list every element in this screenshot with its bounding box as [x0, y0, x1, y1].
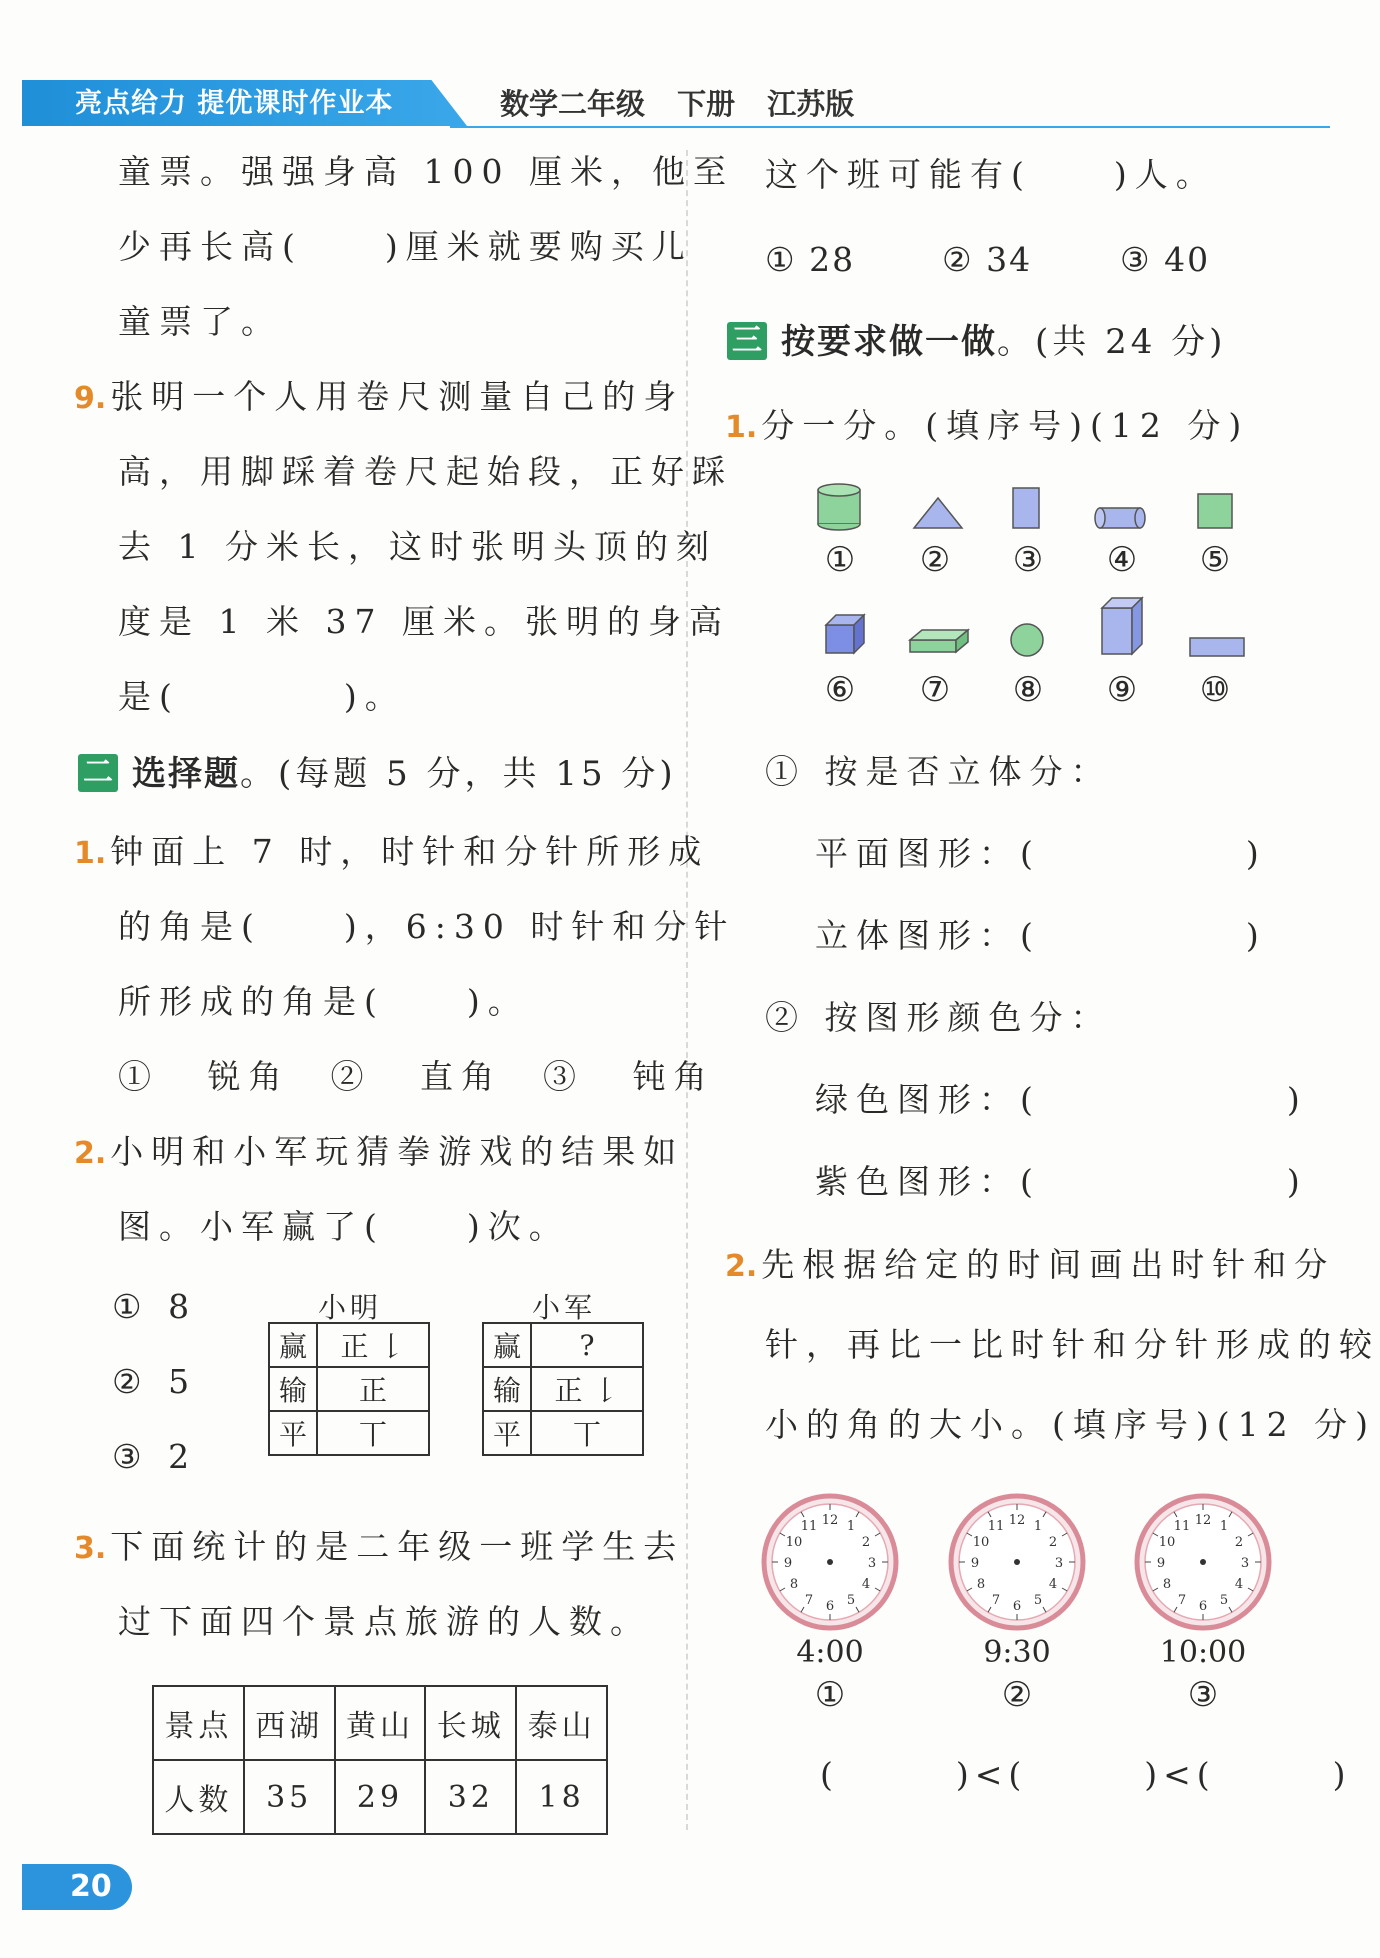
text-line: 所形成的角是( )。 [118, 982, 529, 1021]
option: ① 8 [112, 1287, 198, 1326]
table-cell: 32 [425, 1760, 516, 1834]
clock-label: ① [814, 1675, 846, 1715]
table-cell: 丅 [531, 1411, 643, 1455]
shape-label: ⑩ [1199, 670, 1231, 710]
option: ① 28 [765, 240, 856, 279]
clock-face-1 [764, 1496, 896, 1628]
table-row [269, 1411, 429, 1455]
shape-label: ③ [1012, 540, 1044, 580]
question-number: 1. [725, 410, 758, 445]
table-row [483, 1411, 643, 1455]
shape-label: ② [919, 540, 951, 580]
text-line: 童票。强强身高 100 厘米，他至 [118, 152, 734, 191]
text-line: 童票了。 [118, 302, 282, 341]
table-cell: 平 [269, 1411, 317, 1455]
table-cell: ? [531, 1323, 643, 1367]
clock-label: ③ [1187, 1675, 1219, 1715]
text-line: 针，再比一比时针和分针形成的较 [765, 1325, 1380, 1364]
cuboid-shape [910, 630, 968, 652]
stats-table [152, 1685, 608, 1835]
question-text: 分一分。(填序号)(12 分) [761, 406, 1250, 445]
table-cell: 35 [244, 1760, 335, 1834]
table-cell: 输 [483, 1367, 531, 1411]
question-text: 小明和小军玩猜拳游戏的结果如 [110, 1132, 685, 1171]
table-cell: 人数 [153, 1760, 244, 1834]
table-cell: 正 𠄌 [317, 1323, 429, 1367]
shape-label: ⑨ [1106, 670, 1138, 710]
text-line: 小的角的大小。(填序号)(12 分) [765, 1405, 1376, 1444]
cylinder-shape [818, 484, 860, 530]
table-cell: 赢 [483, 1323, 531, 1367]
option: ③ 2 [112, 1437, 198, 1476]
part-2 [725, 1245, 1335, 1287]
table-row [269, 1323, 429, 1367]
answer-line-purple: 紫色图形：( ) [815, 1162, 1308, 1201]
option: ② 5 [112, 1362, 198, 1401]
option: ③ 40 [1120, 240, 1211, 279]
cube-shape [826, 615, 864, 653]
shape-label: ⑦ [919, 670, 951, 710]
shape-label: ⑥ [824, 670, 856, 710]
text-line: 图。小军赢了( )次。 [118, 1207, 570, 1246]
tally-table-xiaoming [268, 1322, 430, 1456]
text-line: 过下面四个景点旅游的人数。 [118, 1602, 651, 1641]
triangle-shape [914, 498, 962, 528]
answer-line-green: 绿色图形：( ) [815, 1080, 1308, 1119]
question-number: 2. [725, 1249, 758, 1284]
shape-label: ① [824, 540, 856, 580]
options-line: ① 锐角 ② 直角 ③ 钝角 [118, 1057, 715, 1096]
shape-label: ⑧ [1012, 670, 1044, 710]
clock-face-2 [951, 1496, 1083, 1628]
shape-label: ④ [1106, 540, 1138, 580]
clock-time: 9:30 [983, 1635, 1051, 1670]
question-text: 钟面上 7 时，时针和分针所形成 [110, 832, 710, 871]
table-cell: 正 𠄌 [531, 1367, 643, 1411]
table-label-xiaojun: 小军 [532, 1291, 597, 1324]
text-line: 少再长高( )厘米就要购买儿 [118, 227, 693, 266]
option: ② 34 [942, 240, 1033, 279]
table-cell: 平 [483, 1411, 531, 1455]
question-number: 2. [74, 1136, 107, 1171]
answer-blank-line: 是( )。 [118, 677, 406, 716]
book-subtitle: 数学二年级 下册 江苏版 [500, 87, 855, 121]
part-1 [725, 406, 1249, 448]
table-cell: 黄山 [335, 1686, 426, 1760]
table-cell: 29 [335, 1760, 426, 1834]
question-number: 3. [74, 1531, 107, 1566]
table-header-row [153, 1686, 607, 1760]
clock-time: 4:00 [796, 1635, 864, 1670]
clock-label: ② [1001, 1675, 1033, 1715]
question-2 [74, 1132, 684, 1174]
table-cell: 丅 [317, 1411, 429, 1455]
question-9 [74, 377, 684, 419]
table-row [269, 1367, 429, 1411]
table-row [153, 1760, 607, 1834]
clocks-figure: 12 12 3 678 91011 [755, 1488, 1295, 1638]
page-number: 20 [22, 1864, 132, 1910]
question-1 [74, 832, 709, 874]
table-cell: 输 [269, 1367, 317, 1411]
table-cell: 泰山 [516, 1686, 607, 1760]
table-cell: 赢 [269, 1323, 317, 1367]
column-divider [686, 150, 688, 1830]
section-icon: 二 [78, 754, 118, 792]
table-cell: 长城 [425, 1686, 516, 1760]
series-title: 亮点给力 提优课时作业本 [75, 88, 394, 119]
question-text: 先根据给定的时间画出时针和分 [761, 1245, 1336, 1284]
section-note: 。(每题 5 分，共 15 分) [240, 754, 677, 794]
header-rule [450, 126, 1330, 128]
rectangle-shape [1013, 488, 1039, 528]
text-line: 高，用脚踩着卷尺起始段，正好踩 [118, 452, 733, 491]
section-2-heading [78, 752, 677, 796]
question-3 [74, 1527, 684, 1569]
section-title: 按要求做一做 [781, 322, 997, 362]
tall-cuboid-shape [1102, 598, 1142, 654]
circle-shape [1011, 624, 1043, 656]
tally-table-xiaojun [482, 1322, 644, 1456]
section-icon: 三 [727, 322, 767, 360]
section-note: 。(共 24 分) [997, 322, 1227, 362]
text-line: 度是 1 米 37 厘米。张明的身高 [118, 602, 730, 641]
comparison-answer-line: ( )<( )<( ) [820, 1755, 1352, 1794]
table-cell: 景点 [153, 1686, 244, 1760]
text-line: 这个班可能有( )人。 [765, 155, 1217, 194]
square-shape [1198, 494, 1232, 528]
table-row [483, 1323, 643, 1367]
table-label-xiaoming: 小明 [318, 1291, 383, 1324]
question-text: 张明一个人用卷尺测量自己的身 [110, 377, 685, 416]
answer-line-solid: 立体图形：( ) [815, 916, 1267, 955]
lying-cylinder-shape [1095, 508, 1145, 528]
sub-question: ① 按是否立体分： [765, 752, 1112, 791]
long-rectangle-shape [1190, 638, 1244, 656]
table-row [483, 1367, 643, 1411]
table-cell: 西湖 [244, 1686, 335, 1760]
shape-label: ⑤ [1199, 540, 1231, 580]
shapes-figure [810, 480, 1270, 700]
clock-time: 10:00 [1159, 1635, 1247, 1670]
question-text: 下面统计的是二年级一班学生去 [110, 1527, 685, 1566]
clock-face-3 [1137, 1496, 1269, 1628]
question-number: 9. [74, 381, 107, 416]
section-title: 选择题 [132, 754, 240, 794]
answer-line-flat: 平面图形：( ) [815, 834, 1267, 873]
text-line: 去 1 分米长，这时张明头顶的刻 [118, 527, 717, 566]
table-cell: 18 [516, 1760, 607, 1834]
question-number: 1. [74, 836, 107, 871]
section-3-heading [727, 320, 1226, 364]
table-cell: 正 [317, 1367, 429, 1411]
sub-question: ② 按图形颜色分： [765, 998, 1112, 1037]
text-line: 的角是( )，6:30 时针和分针 [118, 907, 736, 946]
